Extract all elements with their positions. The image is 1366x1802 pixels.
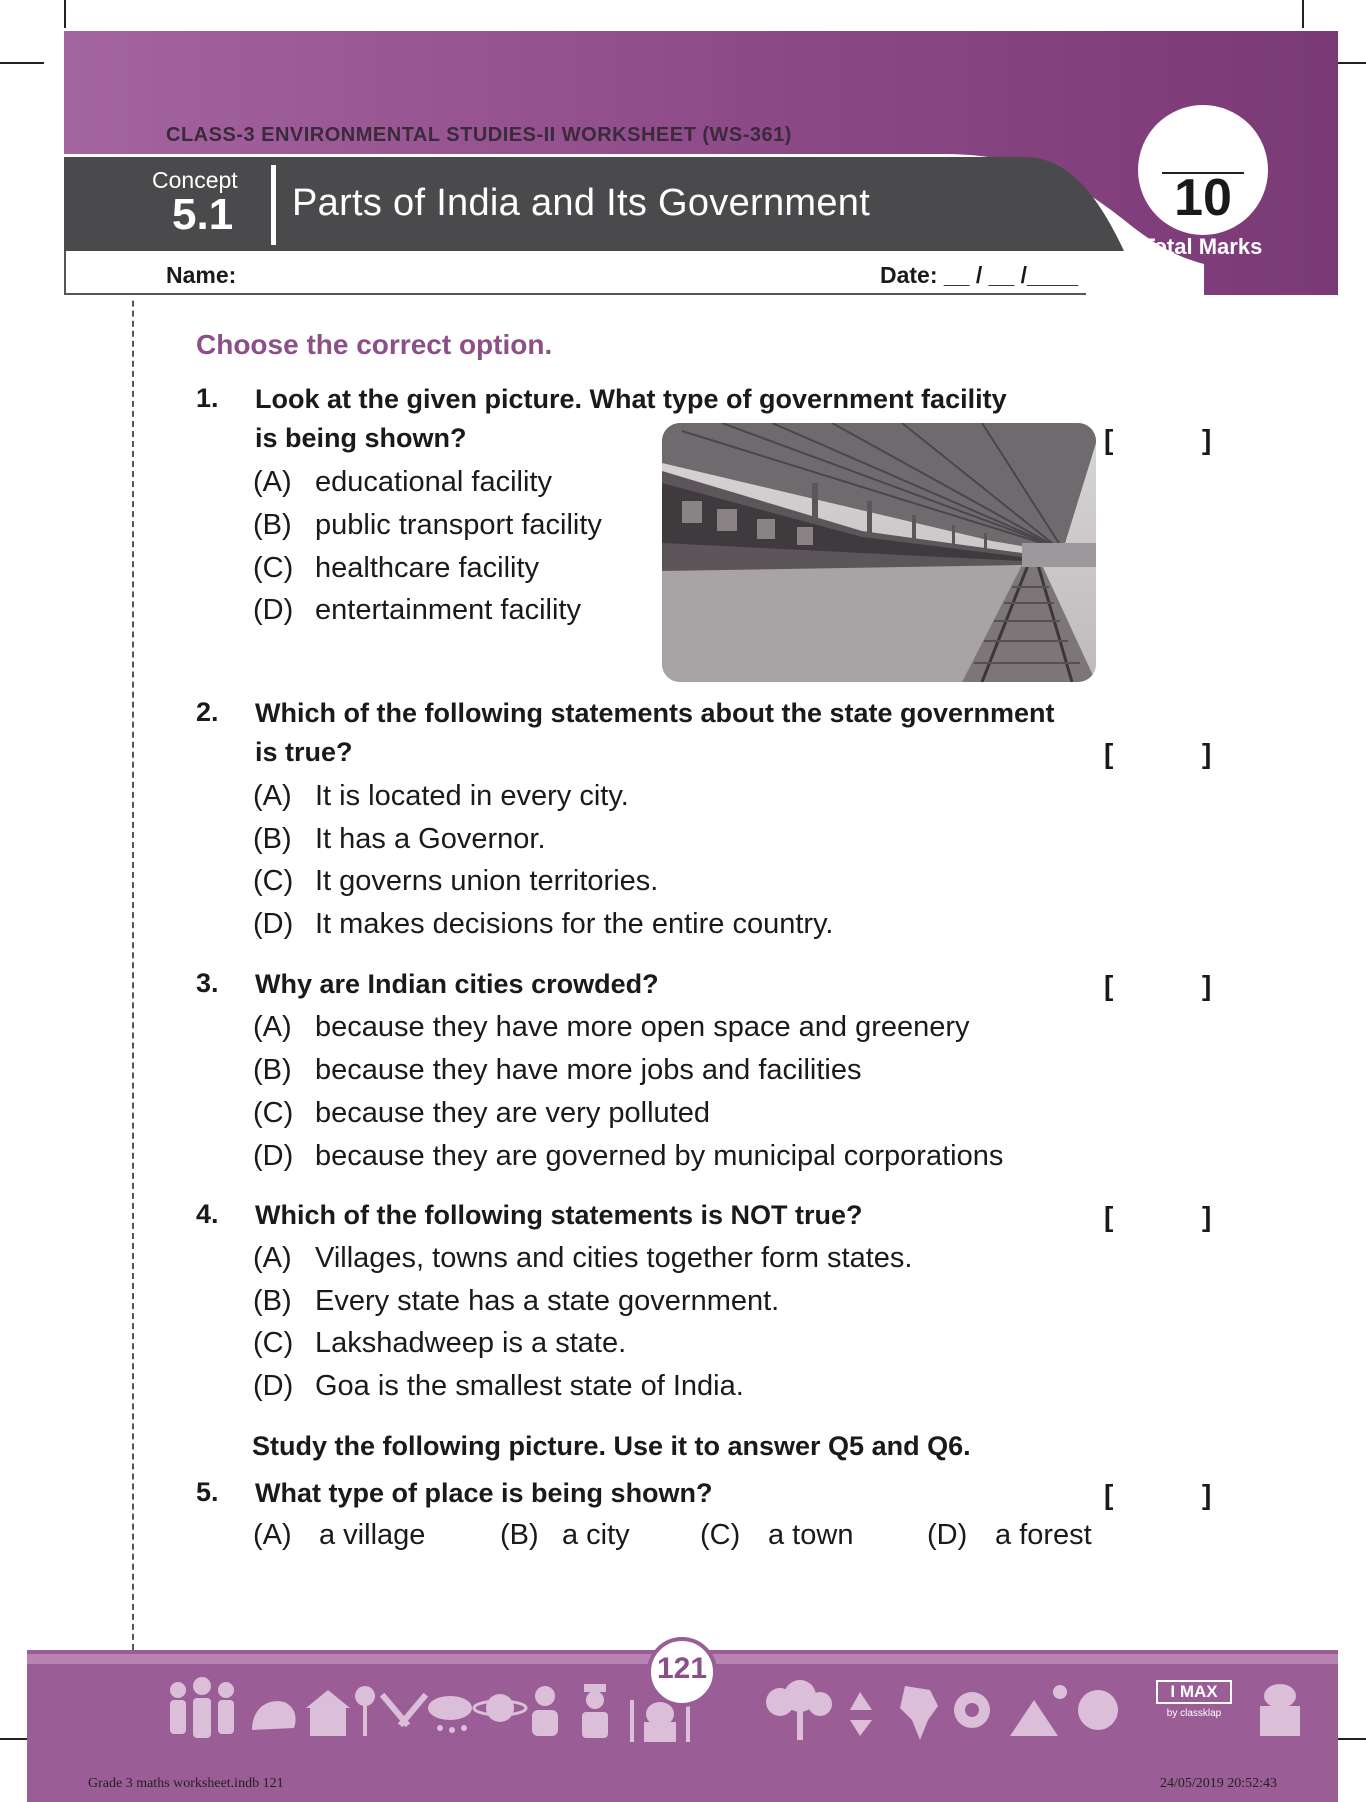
crop-mark <box>0 62 44 64</box>
india-map-icon <box>900 1686 938 1740</box>
date-field-label: Date: __ / __ /____ <box>880 262 1079 288</box>
question-number: 1. <box>196 383 219 413</box>
question-text: Look at the given picture. What type of government facility <box>255 384 1007 414</box>
people-icon <box>170 1677 234 1738</box>
option[interactable]: (D) a forest <box>927 1519 1092 1551</box>
question-number: 5. <box>196 1477 219 1507</box>
option[interactable]: (C) healthcare facility <box>253 552 540 584</box>
answer-bracket-close: ] <box>1202 1201 1212 1232</box>
page-number: 121 <box>656 1652 708 1685</box>
rain-cloud-icon <box>428 1696 472 1733</box>
question-number: 2. <box>196 697 219 727</box>
answer-bracket-close: ] <box>1202 970 1212 1001</box>
farm-icon <box>306 1686 375 1736</box>
option[interactable]: (B) because they have more jobs and facilities <box>253 1054 862 1086</box>
answer-bracket-open[interactable]: [ <box>1104 424 1114 455</box>
worksheet-class-line: CLASS-3 ENVIRONMENTAL STUDIES-II WORKSHEET (WS-361) <box>166 124 792 146</box>
question-number: 3. <box>196 968 219 998</box>
option[interactable]: (D) because they are governed by municipal corporations <box>253 1140 1004 1172</box>
instruction: Choose the correct option. <box>196 329 553 360</box>
option[interactable]: (D) It makes decisions for the entire country. <box>253 908 834 940</box>
answer-bracket-open[interactable]: [ <box>1104 1479 1114 1510</box>
answer-bracket-open[interactable]: [ <box>1104 738 1114 769</box>
option[interactable]: (A) Villages, towns and cities together form states. <box>253 1242 913 1274</box>
question-text: Why are Indian cities crowded? <box>255 969 659 999</box>
tools-icon <box>380 1693 428 1727</box>
concept-number: 5.1 <box>172 190 234 239</box>
brand-logo: I MAX by classklap <box>1156 1680 1232 1726</box>
option[interactable]: (C) because they are very polluted <box>253 1097 710 1129</box>
answer-bracket-close: ] <box>1202 738 1212 769</box>
option[interactable]: (C) a town <box>700 1519 854 1551</box>
answer-bracket-close: ] <box>1202 1479 1212 1510</box>
recycle-icon <box>850 1692 872 1736</box>
total-marks-value: 10 <box>1174 169 1232 227</box>
total-marks-label: Total Marks <box>1141 234 1263 259</box>
option[interactable]: (D) Goa is the smallest state of India. <box>253 1370 744 1402</box>
option[interactable]: (A) a village <box>253 1519 426 1551</box>
option[interactable]: (C) It governs union territories. <box>253 865 659 897</box>
soldier-icon <box>582 1684 608 1738</box>
option[interactable]: (B) It has a Governor. <box>253 823 546 855</box>
concept-divider <box>271 165 276 245</box>
answer-bracket-open[interactable]: [ <box>1104 970 1114 1001</box>
question-text: Which of the following statements about the state government <box>255 698 1055 728</box>
planet-icon <box>474 1694 526 1722</box>
option[interactable]: (A) because they have more open space and greenery <box>253 1011 970 1043</box>
option[interactable]: (C) Lakshadweep is a state. <box>253 1327 627 1359</box>
parliament-icon <box>1260 1684 1300 1736</box>
mountain-icon <box>1010 1685 1067 1736</box>
answer-bracket-open[interactable]: [ <box>1104 1201 1114 1232</box>
option[interactable]: (B) a city <box>500 1519 630 1551</box>
question-number: 4. <box>196 1199 219 1229</box>
crop-mark <box>64 0 66 28</box>
option[interactable]: (B) public transport facility <box>253 509 602 541</box>
page-title: Parts of India and Its Government <box>292 182 871 224</box>
option[interactable]: (A) It is located in every city. <box>253 780 629 812</box>
question-text: is true? <box>255 737 353 767</box>
option[interactable]: (D) entertainment facility <box>253 594 581 626</box>
option[interactable]: (B) Every state has a state government. <box>253 1285 780 1317</box>
name-field-label: Name: <box>166 262 237 288</box>
print-slug-right: 24/05/2019 20:52:43 <box>1160 1776 1278 1791</box>
study-instruction: Study the following picture. Use it to answer Q5 and Q6. <box>252 1431 971 1461</box>
question-text: What type of place is being shown? <box>255 1478 713 1508</box>
footer-icon-strip <box>160 1670 1300 1760</box>
gear-icon <box>954 1692 990 1728</box>
trees-icon <box>766 1680 832 1740</box>
concept-label: Concept <box>152 167 238 193</box>
railway-station-photo <box>662 423 1096 682</box>
globe-icon <box>1078 1690 1118 1730</box>
option[interactable]: (A) educational facility <box>253 466 552 498</box>
question-text: is being shown? <box>255 423 467 453</box>
print-slug-left: Grade 3 maths worksheet.indb 121 <box>88 1776 284 1791</box>
helmet-icon <box>252 1701 296 1730</box>
answer-bracket-close: ] <box>1202 424 1212 455</box>
doctor-icon <box>532 1686 558 1736</box>
crop-mark <box>1302 0 1304 28</box>
question-text: Which of the following statements is NOT true? <box>255 1200 863 1230</box>
